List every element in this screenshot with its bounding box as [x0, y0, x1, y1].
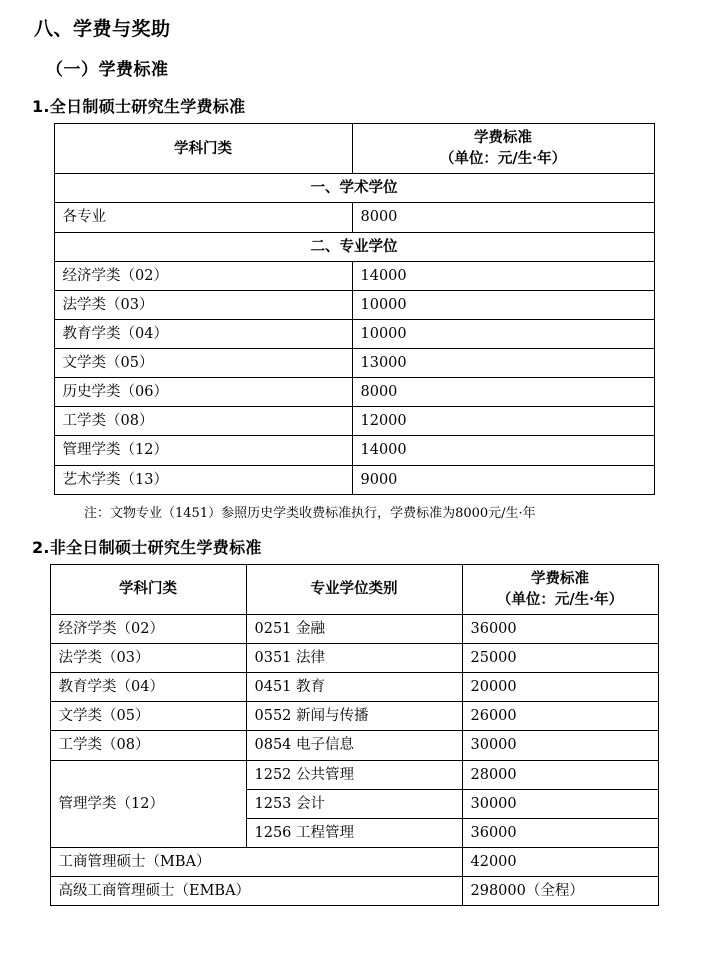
fulltime-fee-table-wrapper	[18, 123, 690, 495]
header-fee-standard-line1: 学费标准	[531, 569, 589, 587]
discipline-name: 法学类（03）	[50, 644, 246, 673]
discipline-name: 各专业	[54, 203, 352, 232]
fulltime-fee-heading: 1.全日制硕士研究生学费标准	[32, 97, 246, 116]
discipline-name: 工商管理硕士（MBA）	[50, 847, 462, 876]
degree-category: 0552 新闻与传播	[246, 702, 462, 731]
table-row	[50, 731, 658, 760]
discipline-name: 文学类（05）	[54, 349, 352, 378]
discipline-name: 工学类（08）	[54, 407, 352, 436]
fee-value: 14000	[352, 261, 654, 290]
fee-value: 26000	[462, 702, 658, 731]
header-fee-standard	[352, 124, 654, 174]
table-row	[50, 673, 658, 702]
fee-value: 298000（全程）	[462, 877, 658, 906]
group-label-academic: 一、学术学位	[54, 174, 654, 203]
table-row	[50, 614, 658, 643]
table-row	[54, 290, 654, 319]
fee-value: 8000	[352, 378, 654, 407]
page-title: 八、学费与奖助	[34, 18, 171, 40]
header-discipline: 学科门类	[54, 124, 352, 174]
discipline-name: 管理学类（12）	[50, 760, 246, 847]
table-header-row	[54, 124, 654, 174]
fee-value: 36000	[462, 818, 658, 847]
degree-category: 1252 公共管理	[246, 760, 462, 789]
discipline-name: 经济学类（02）	[50, 614, 246, 643]
fee-value: 20000	[462, 673, 658, 702]
degree-category: 0854 电子信息	[246, 731, 462, 760]
discipline-name: 高级工商管理硕士（EMBA）	[50, 877, 462, 906]
table-row	[54, 203, 654, 232]
fee-value: 42000	[462, 847, 658, 876]
discipline-name: 教育学类（04）	[50, 673, 246, 702]
fee-value: 14000	[352, 436, 654, 465]
table-header-row	[50, 564, 658, 614]
parttime-fee-table-wrapper	[18, 564, 690, 907]
table-row	[54, 349, 654, 378]
fee-value: 30000	[462, 731, 658, 760]
header-fee-standard	[462, 564, 658, 614]
fee-value: 12000	[352, 407, 654, 436]
table-row	[54, 378, 654, 407]
group-row-academic	[54, 174, 654, 203]
parttime-fee-heading: 2.非全日制硕士研究生学费标准	[32, 537, 262, 557]
fulltime-fee-table	[54, 123, 655, 495]
table-row	[50, 847, 658, 876]
table-row	[50, 702, 658, 731]
fee-value: 30000	[462, 789, 658, 818]
header-degree-category: 专业学位类别	[246, 564, 462, 614]
degree-category: 0351 法律	[246, 644, 462, 673]
header-fee-standard-line1: 学费标准	[474, 129, 532, 146]
header-fee-standard-line2: （单位：元/生·年）	[439, 150, 567, 168]
fee-value: 9000	[352, 465, 654, 494]
fee-value: 10000	[352, 319, 654, 348]
degree-category: 0451 教育	[246, 673, 462, 702]
fee-value: 10000	[352, 290, 654, 319]
discipline-name: 历史学类（06）	[54, 378, 352, 407]
header-fee-standard-line2: （单位：元/生·年）	[496, 590, 624, 608]
parttime-fee-table	[50, 564, 659, 907]
fee-value: 28000	[462, 760, 658, 789]
group-row-professional	[54, 232, 654, 261]
discipline-name: 法学类（03）	[54, 290, 352, 319]
fee-value: 25000	[462, 644, 658, 673]
table1-note: 注：文物专业（1451）参照历史学类收费标准执行，学费标准为8000元/生·年	[84, 505, 536, 521]
table-row	[54, 436, 654, 465]
discipline-name: 经济学类（02）	[54, 261, 352, 290]
discipline-name: 艺术学类（13）	[54, 465, 352, 494]
discipline-name: 管理学类（12）	[54, 436, 352, 465]
degree-category: 1256 工程管理	[246, 818, 462, 847]
table-row	[54, 407, 654, 436]
table-row	[50, 760, 658, 789]
fee-value: 13000	[352, 349, 654, 378]
discipline-name: 工学类（08）	[50, 731, 246, 760]
discipline-name: 文学类（05）	[50, 702, 246, 731]
table-row	[50, 877, 658, 906]
header-discipline: 学科门类	[50, 564, 246, 614]
table-row	[54, 465, 654, 494]
table-row	[54, 319, 654, 348]
degree-category: 1253 会计	[246, 789, 462, 818]
group-label-professional: 二、专业学位	[54, 232, 654, 261]
degree-category: 0251 金融	[246, 614, 462, 643]
fee-value: 8000	[352, 203, 654, 232]
fee-value: 36000	[462, 614, 658, 643]
discipline-name: 教育学类（04）	[54, 319, 352, 348]
subsection-title: （一）学费标准	[46, 60, 169, 80]
table-row	[50, 644, 658, 673]
table-row	[54, 261, 654, 290]
